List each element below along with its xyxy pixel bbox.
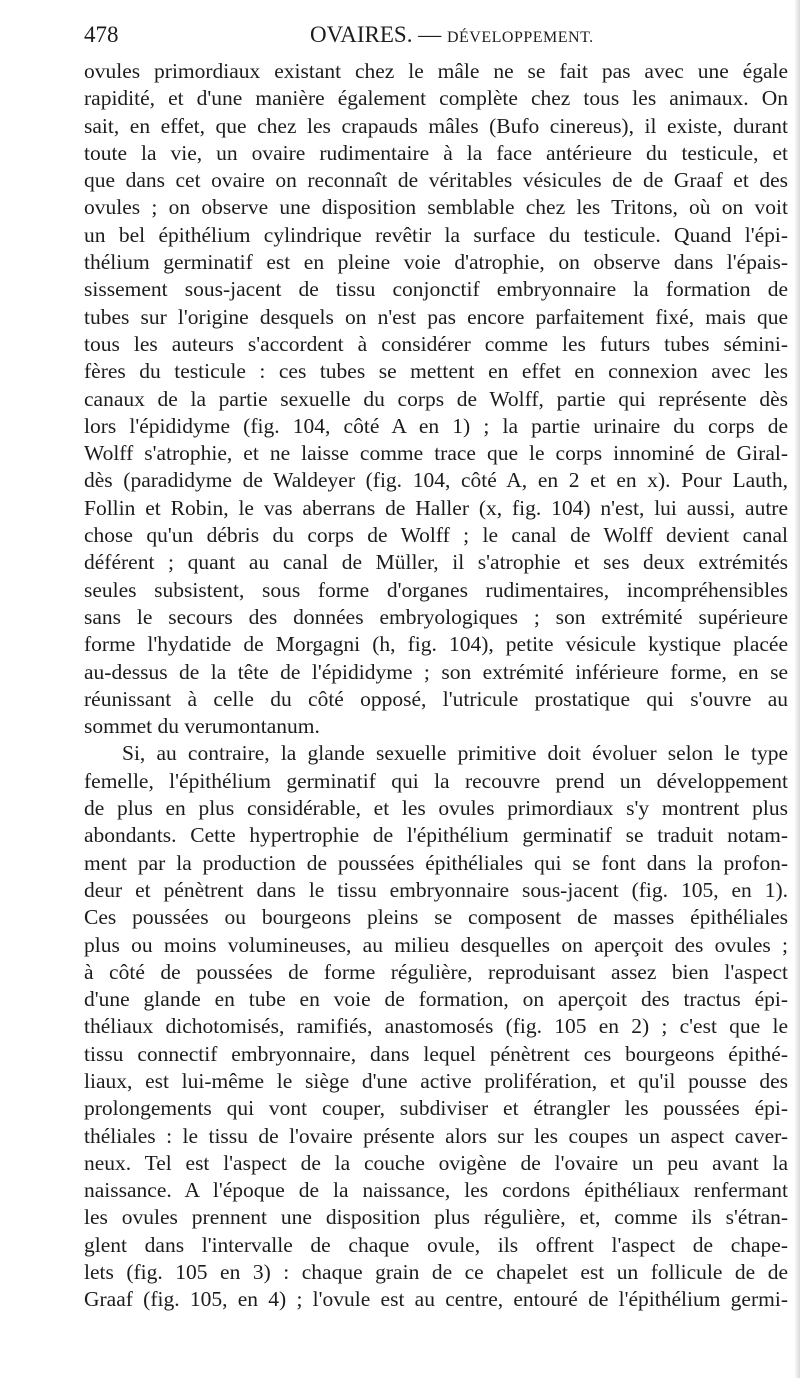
text-line: Graaf (fig. 105, en 4) ; l'ovule est au centre, entouré de l'épithélium germi- [84,1287,788,1312]
text-line: glent dans l'intervalle de chaque ovule, ils offrent l'aspect de chape- [84,1232,788,1257]
text-line: théliaux dichotomisés, ramifiés, anastomosés (fig. 105 en 2) ; c'est que le [84,1014,788,1039]
text-line: Si, au contraire, la glande sexuelle primitive doit évoluer selon le type [122,741,788,766]
text-line: à côté de poussées de forme régulière, reproduisant assez bien l'aspect [84,959,788,984]
text-line: les ovules prennent une disposition plus régulière, et, comme ils s'étran- [84,1205,788,1230]
text-line: tubes sur l'origine desquels on n'est pas encore parfaitement fixé, mais que [84,304,788,329]
text-line: forme l'hydatide de Morgagni (h, fig. 104), petite vésicule kystique placée [84,632,788,657]
text-line: canaux de la partie sexuelle du corps de Wolff, partie qui représente dès [84,386,788,411]
running-head [310,22,594,48]
text-line: lors l'épididyme (fig. 104, côté A en 1) ; la partie urinaire du corps de [84,413,788,438]
text-line: de plus en plus considérable, et les ovules primordiaux s'y montrent plus [84,796,788,821]
running-head-main: OVAIRES. — [310,22,442,47]
text-line: tous les auteurs s'accordent à considérer comme les futurs tubes sémini- [84,331,788,356]
text-line: sissement sous-jacent de tissu conjonctif embryonnaire la formation de [84,277,788,302]
text-line: Wolff s'atrophie, et ne laisse comme trace que le corps innominé de Giral- [84,441,788,466]
text-line: seules subsistent, sous forme d'organes rudimentaires, incompréhensibles [84,577,788,602]
text-line: toute la vie, un ovaire rudimentaire à la face antérieure du testicule, et [84,140,788,165]
page-header [84,22,788,56]
text-line: naissance. A l'époque de la naissance, les cordons épithéliaux renfermant [84,1178,788,1203]
text-line: abondants. Cette hypertrophie de l'épithélium germinatif se traduit notam- [84,823,788,848]
text-line: deur et pénètrent dans le tissu embryonnaire sous-jacent (fig. 105, en 1). [84,877,788,902]
text-line: au-dessus de la tête de l'épididyme ; son extrémité inférieure forme, en se [84,659,788,684]
text-line: que dans cet ovaire on reconnaît de véritables vésicules de de Graaf et des [84,168,788,193]
text-line: fères du testicule : ces tubes se mettent en effet en connexion avec les [84,359,788,384]
text-line: plus ou moins volumineuses, au milieu desquelles on aperçoit des ovules ; [84,932,788,957]
running-head-section: DÉVELOPPEMENT. [446,29,594,46]
text-line: femelle, l'épithélium germinatif qui la recouvre prend un développement [84,768,788,793]
text-line: sait, en effet, que chez les crapauds mâles (Bufo cinereus), il existe, durant [84,113,788,138]
text-line: d'une glande en tube en voie de formation, on aperçoit des tractus épi- [84,987,788,1012]
body-text [84,58,788,1314]
text-line: un bel épithélium cylindrique revêtir la surface du testicule. Quand l'épi- [84,222,788,247]
text-line: rapidité, et d'une manière également complète chez tous les animaux. On [84,86,788,111]
page-edge-shadow [794,0,800,1378]
text-line: prolongements qui vont couper, subdiviser et étrangler les poussées épi- [84,1096,788,1121]
text-line: liaux, est lui-même le siège d'une active prolifération, et qu'il pousse des [84,1068,788,1093]
text-line: tissu connectif embryonnaire, dans lequel pénètrent ces bourgeons épithé- [84,1041,788,1066]
text-line: chose qu'un débris du corps de Wolff ; le canal de Wolff devient canal [84,523,788,548]
text-line: réunissant à celle du côté opposé, l'utricule prostatique qui s'ouvre au [84,686,788,711]
text-line: neux. Tel est l'aspect de la couche ovigène de l'ovaire un peu avant la [84,1150,788,1175]
page-number: 478 [84,22,119,47]
text-line: sommet du verumontanum. [84,714,320,739]
text-line: ment par la production de poussées épithéliales qui se font dans la profon- [84,850,788,875]
text-line: Follin et Robin, le vas aberrans de Haller (x, fig. 104) n'est, lui aussi, autre [84,495,788,520]
text-line: ovules ; on observe une disposition semblable chez les Tritons, où on voit [84,195,788,220]
text-line: ovules primordiaux existant chez le mâle ne se fait pas avec une égale [84,59,788,83]
text-line: dès (paradidyme de Waldeyer (fig. 104, côté A, en 2 et en x). Pour Lauth, [84,468,788,493]
text-line: déférent ; quant au canal de Müller, il s'atrophie et ses deux extrémités [84,550,788,575]
text-line: lets (fig. 105 en 3) : chaque grain de ce chapelet est un follicule de de [84,1260,788,1285]
text-line: théliales : le tissu de l'ovaire présente alors sur les coupes un aspect caver- [84,1123,788,1148]
text-line: Ces poussées ou bourgeons pleins se composent de masses épithéliales [84,905,788,930]
text-line: sans le secours des données embryologiques ; son extrémité supérieure [84,604,788,629]
text-line: thélium germinatif est en pleine voie d'atrophie, on observe dans l'épais- [84,250,788,275]
